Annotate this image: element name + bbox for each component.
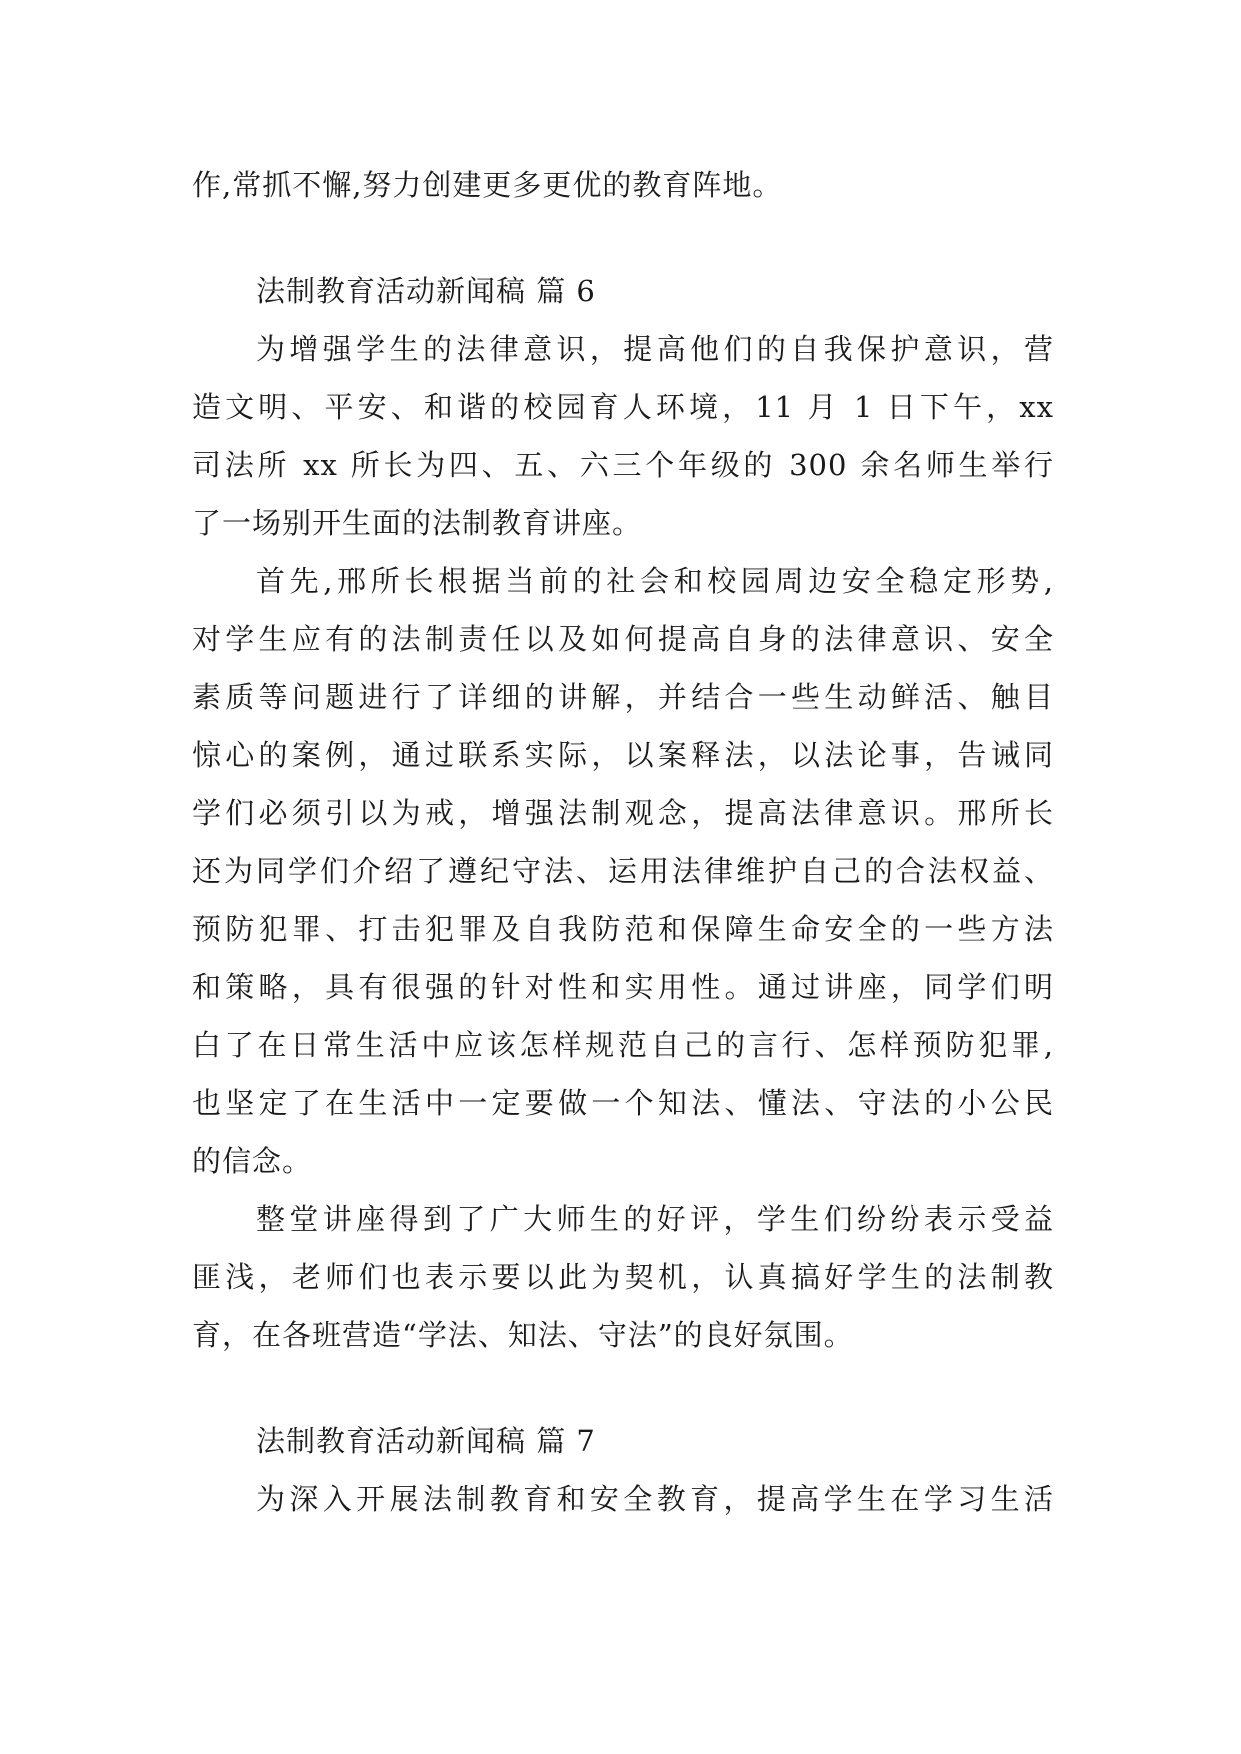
paragraph <box>192 552 1054 1190</box>
paragraph <box>192 1190 1054 1364</box>
text-line: 首先,邢所长根据当前的社会和校园周边安全稳定形势, <box>256 564 1054 598</box>
text-line: 整堂讲座得到了广大师生的好评，学生们纷纷表示受益 <box>256 1202 1054 1236</box>
text-line: 作,常抓不懈,努力创建更多更优的教育阵地。 <box>192 168 783 202</box>
text-line: 和策略，具有很强的针对性和实用性。通过讲座，同学们明 <box>192 970 1054 1004</box>
text-line: 素质等问题进行了详细的讲解，并结合一些生动鲜活、触目 <box>192 680 1054 714</box>
text-line: 造文明、平安、和谐的校园育人环境，11 月 1 日下午，xx <box>192 390 1054 424</box>
text-line: 匪浅，老师们也表示要以此为契机，认真搞好学生的法制教 <box>192 1260 1054 1294</box>
section-6 <box>192 262 1054 1364</box>
text-line: 白了在日常生活中应该怎样规范自己的言行、怎样预防犯罪, <box>192 1028 1054 1062</box>
text-line: 了一场别开生面的法制教育讲座。 <box>192 506 643 540</box>
text-line: 为增强学生的法律意识，提高他们的自我保护意识，营 <box>256 332 1054 366</box>
paragraph <box>192 1470 1054 1528</box>
text-line: 预防犯罪、打击犯罪及自我防范和保障生命安全的一些方法 <box>192 912 1054 946</box>
section-heading: 法制教育活动新闻稿 篇 6 <box>256 274 596 308</box>
paragraph <box>192 320 1054 552</box>
section-7 <box>192 1412 1054 1528</box>
text-line: 学们必须引以为戒，增强法制观念，提高法律意识。邢所长 <box>192 796 1054 830</box>
text-line: 为深入开展法制教育和安全教育，提高学生在学习生活 <box>256 1482 1054 1516</box>
continuation-paragraph <box>192 156 1054 214</box>
section-gap <box>192 214 1054 262</box>
section-heading: 法制教育活动新闻稿 篇 7 <box>256 1424 596 1458</box>
text-line: 惊心的案例，通过联系实际，以案释法，以法论事，告诫同 <box>192 738 1054 772</box>
section-gap <box>192 1364 1054 1412</box>
text-line: 也坚定了在生活中一定要做一个知法、懂法、守法的小公民 <box>192 1086 1054 1120</box>
text-line: 育，在各班营造“学法、知法、守法”的良好氛围。 <box>192 1318 854 1352</box>
document-body <box>192 156 1054 1528</box>
text-line: 司法所 xx 所长为四、五、六三个年级的 300 余名师生举行 <box>192 448 1054 482</box>
text-line: 对学生应有的法制责任以及如何提高自身的法律意识、安全 <box>192 622 1054 656</box>
text-line: 还为同学们介绍了遵纪守法、运用法律维护自己的合法权益、 <box>192 854 1054 888</box>
text-line: 的信念。 <box>192 1144 313 1178</box>
